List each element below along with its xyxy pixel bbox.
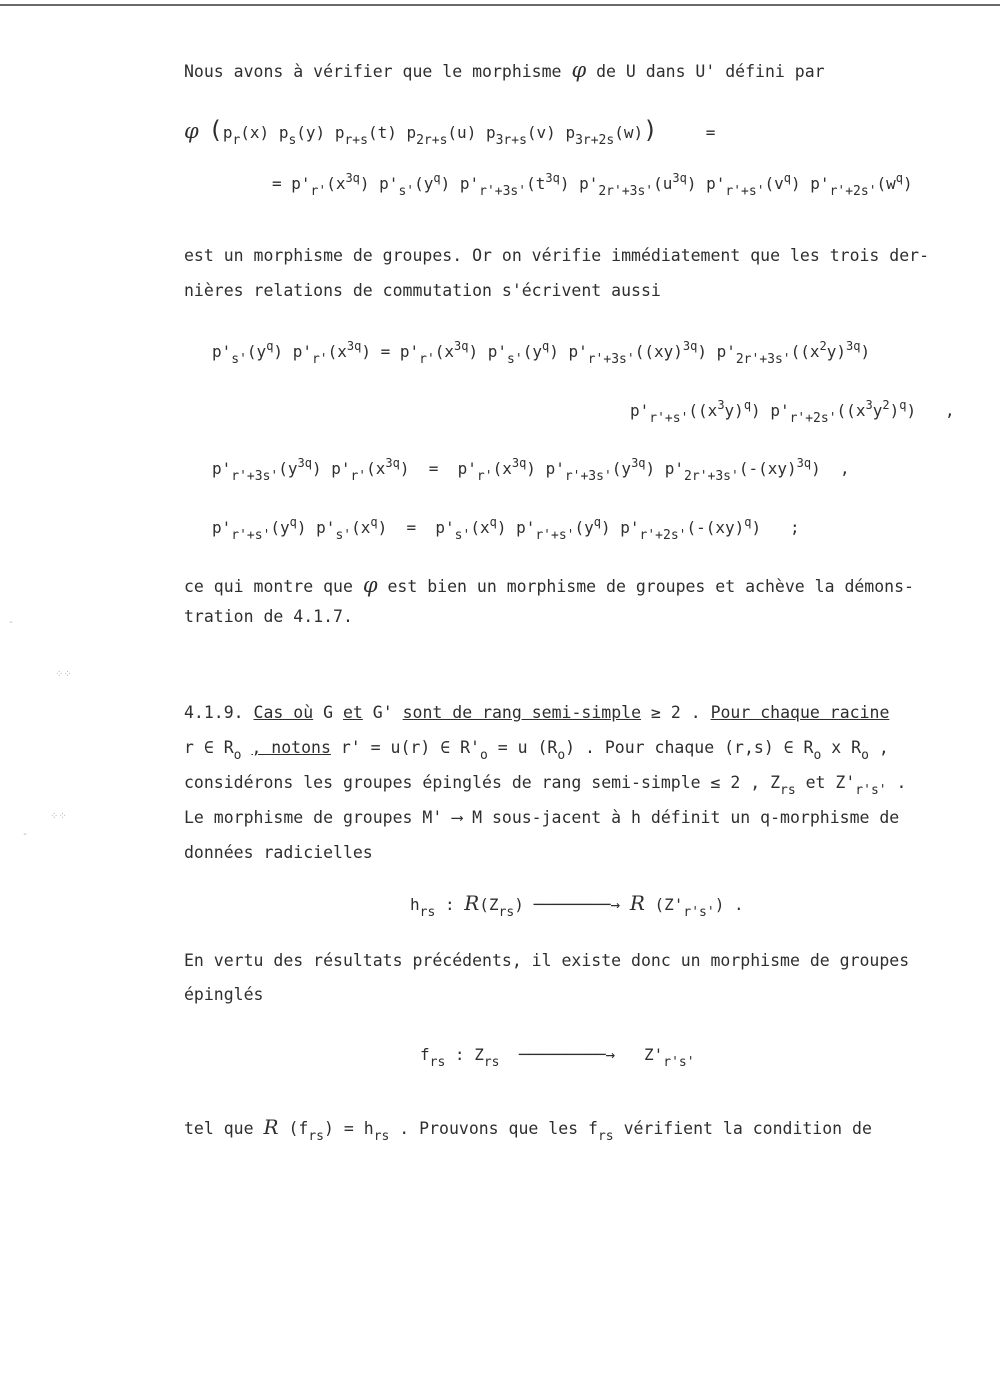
para5-text-c: vérifient la condition de: [623, 1119, 872, 1138]
phi-definition-equation: φ ($p_r(x)$ $p_s(y)$ $p_{r+s}(t)$ $p_{2r+s}(u)$ $p_{3r+s}(v)$ $p_{3r+2s}(w)$) =: [184, 116, 716, 148]
para1-text: Nous avons à vérifier que le morphisme: [184, 62, 562, 81]
f-symbol: f: [420, 1045, 430, 1064]
relation-1: $p'_{s'}(y^q) p'_{r'}(x^{3q}) = p'_{r'}(x^{3q})$ $p'_{s'}(y^q)$ $p'_{r'+3s'}((xy)^{3q})$ $p'_{2r'+3s'}((x^2y)^{3q})$: [212, 339, 871, 367]
para3-line2: tration de 4.1.7.: [184, 607, 353, 626]
section-line3: considérons les groupes épinglés de rang semi-simple ≤ 2 , $Z_{rs}$ et $Z'_{r's'}$ .: [184, 773, 907, 798]
colon: :: [444, 895, 455, 914]
para4-line2: épinglés: [184, 985, 264, 1004]
para2-line2: nières relations de commutation s'écrivent aussi: [184, 281, 661, 300]
R-symbol: R: [464, 891, 480, 915]
relation-2: $p'_{r'+3s'}(y^{3q}) p'_{r'}(x^{3q}) = p'_{r'}(x^{3q})$ $p'_{r'+3s'}(y^{3q})$ $p'_{2r'+3s'}(-(xy)^{3q})$ ,: [212, 456, 850, 484]
para5-text-b: . Prouvons que les: [399, 1119, 579, 1138]
h-rs-equation: $h_{rs}$ : $R(Z_{rs})$ ────────→ R $(Z'_{r's'})$ .: [410, 891, 744, 920]
title-part-b: sont de rang semi-simple: [402, 703, 642, 722]
para2-line1: est un morphisme de groupes. Or on vérifie immédiatement que les trois der-: [184, 246, 930, 265]
top-rule: [0, 4, 1000, 6]
relation-1-cont: $p'_{r'+s'}((x^3y)^q)$ $p'_{r'+2s'}((x^3y^2)^q)$ ,: [630, 398, 955, 426]
margin-mark-2: ⁘⁘: [55, 669, 72, 680]
Z-symbol: Z: [488, 895, 499, 914]
relation-3: $p'_{r'+s'}(y^q) p'_{s'}(x^q) = p'_{s'}(x^q)$ $p'_{r'+s'}(y^q)$ $p'_{r'+2s'}(-(xy)^q)$ ;: [212, 515, 800, 543]
title-Gp: G': [372, 703, 393, 722]
margin-mark-4: -: [22, 829, 29, 840]
line2-b: r' = u(r) ∈ R': [340, 738, 480, 757]
para4-line1: En vertu des résultats précédents, il existe donc un morphisme de groupes: [184, 951, 910, 970]
Zp-symbol-2: Z': [644, 1045, 664, 1064]
margin-mark: -: [8, 617, 15, 628]
h-symbol: h: [410, 895, 420, 914]
title-part-a: Cas où: [253, 703, 314, 722]
title-et: et: [342, 703, 363, 722]
line2-a: r ∈ R: [184, 738, 234, 757]
section-line4: Le morphisme de groupes M' ⟶ M sous-jacent à h définit un q-morphisme de: [184, 808, 900, 827]
phi-symbol-2: φ: [362, 573, 378, 597]
line2-e: x R: [831, 738, 862, 757]
line3-text: considérons les groupes épinglés de rang semi-simple ≤ 2 , Z: [184, 773, 781, 792]
R-symbol-2: R: [263, 1115, 279, 1139]
section-heading: [184, 705, 889, 722]
para1-line: [184, 60, 825, 81]
section-line2: r ∈ $R_o$ , notons r' = u(r) ∈ $R'_o = u$ $(R_o)$ . Pour chaque (r,s) ∈ $R_o$ x $R_o$ ,: [184, 738, 889, 763]
para3-text-b: est bien un morphisme de groupes et achève la démons-: [387, 577, 914, 596]
Z-symbol-2: Z: [474, 1045, 484, 1064]
para5-line: tel que R $(f_{rs}) = h_{rs}$ . Prouvons que les $f_{rs}$ vérifient la condition de: [184, 1115, 872, 1144]
line2-d: ) . Pour chaque (r,s) ∈ R: [565, 738, 814, 757]
margin-mark-3: ⁘⁘: [50, 811, 67, 822]
section-number: 4.1.9.: [184, 703, 244, 722]
para1-text-b: de U dans U' défini par: [596, 62, 825, 81]
para3-text-a: ce qui montre que: [184, 577, 353, 596]
line3-b: et Z': [805, 773, 856, 792]
Zp-symbol: Z': [664, 895, 684, 914]
line2-c: = u (R: [497, 738, 558, 757]
section-line5: données radicielles: [184, 843, 373, 862]
phi-definition-rhs: = $p'_{r'}(x^{3q})$ $p'_{s'}(y^q)$ $p'_{r'+3s'}(t^{3q})$ $p'_{2r'+3s'}(u^{3q})$ $p'_{r'+s'}(v^q)$ $p'_{r'+2s'}(w^q)$: [272, 171, 913, 199]
phi-symbol: φ: [571, 58, 587, 82]
line2-notons: , notons: [251, 738, 331, 757]
para5-text-a: tel que: [184, 1119, 254, 1138]
title-pour: Pour chaque racine: [710, 703, 890, 722]
title-G: G: [323, 703, 334, 722]
f-rs-equation: $f_{rs}$ : $Z_{rs}$ ─────────→ $Z'_{r's'}$: [420, 1045, 695, 1070]
para3-line1: [184, 575, 914, 596]
title-ge2: ≥ 2 .: [650, 703, 701, 722]
